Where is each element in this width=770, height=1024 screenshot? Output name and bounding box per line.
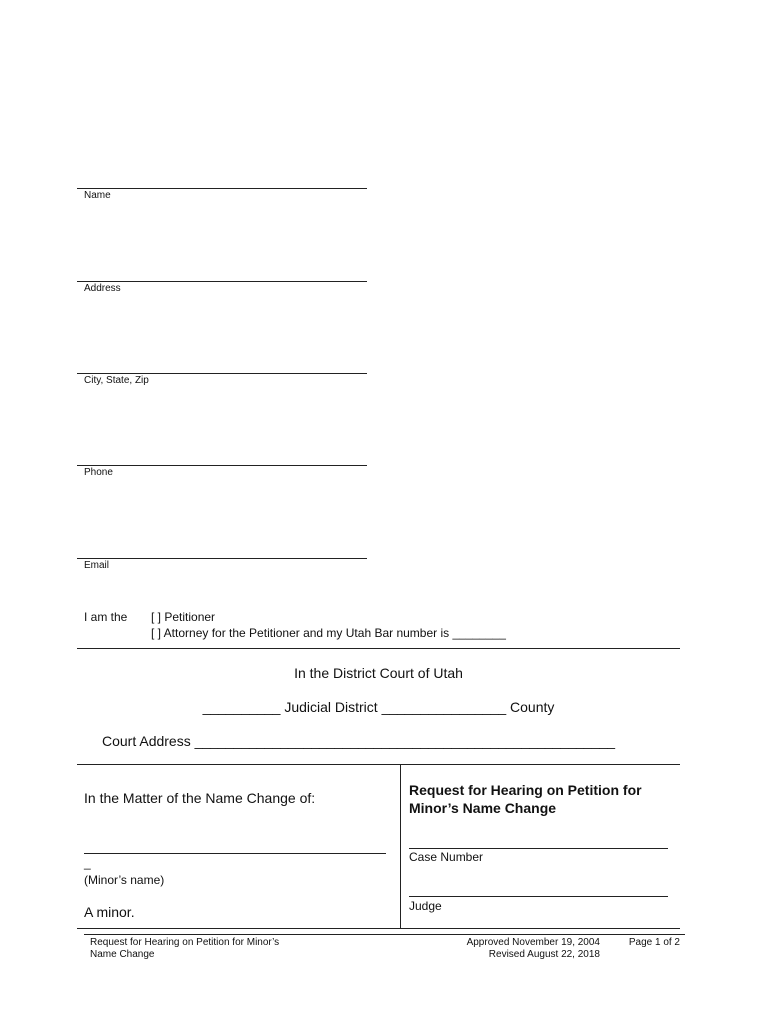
case-number-label: Case Number — [409, 850, 484, 864]
attorney-checkbox[interactable]: [ ] Attorney for the Petitioner and my Utah Bar number is ________ — [151, 626, 506, 640]
caption-top-border — [77, 764, 680, 765]
footer-approved: Approved November 19, 2004 — [466, 937, 600, 948]
section-divider — [77, 648, 680, 649]
city-state-zip-line[interactable] — [77, 373, 367, 374]
caption-bottom-border — [77, 928, 680, 929]
case-number-line[interactable] — [409, 848, 668, 849]
address-line[interactable] — [77, 281, 367, 282]
address-label: Address — [84, 283, 121, 294]
footer-form-name-1: Request for Hearing on Petition for Minor’s — [90, 937, 280, 948]
footer-divider — [84, 934, 685, 935]
email-label: Email — [84, 560, 110, 571]
minor-name-blank: _ — [84, 856, 91, 870]
name-line[interactable] — [77, 188, 367, 189]
judge-label: Judge — [409, 899, 442, 913]
document-title-line1: Request for Hearing on Petition for — [409, 782, 642, 798]
footer-page-number: Page 1 of 2 — [628, 937, 680, 948]
city-state-zip-label: City, State, Zip — [84, 375, 149, 386]
footer-form-name-2: Name Change — [90, 949, 155, 960]
petitioner-checkbox[interactable]: [ ] Petitioner — [151, 610, 216, 624]
court-address-line[interactable]: Court Address ______________________________________________________ — [102, 733, 616, 749]
matter-label: In the Matter of the Name Change of: — [84, 790, 316, 806]
court-title: In the District Court of Utah — [294, 665, 463, 681]
minor-name-line[interactable] — [84, 853, 386, 854]
phone-label: Phone — [84, 467, 113, 478]
i-am-label: I am the — [84, 610, 128, 624]
judge-line[interactable] — [409, 896, 668, 897]
phone-line[interactable] — [77, 465, 367, 466]
judicial-district-line[interactable]: __________ Judicial District ________________ County — [202, 699, 555, 715]
name-label: Name — [84, 190, 111, 201]
minor-name-label: (Minor’s name) — [84, 873, 165, 887]
caption-divider — [400, 764, 401, 928]
a-minor-label: A minor. — [84, 904, 135, 920]
footer-revised: Revised August 22, 2018 — [488, 949, 600, 960]
document-title-line2: Minor’s Name Change — [409, 800, 557, 816]
email-line[interactable] — [77, 558, 367, 559]
